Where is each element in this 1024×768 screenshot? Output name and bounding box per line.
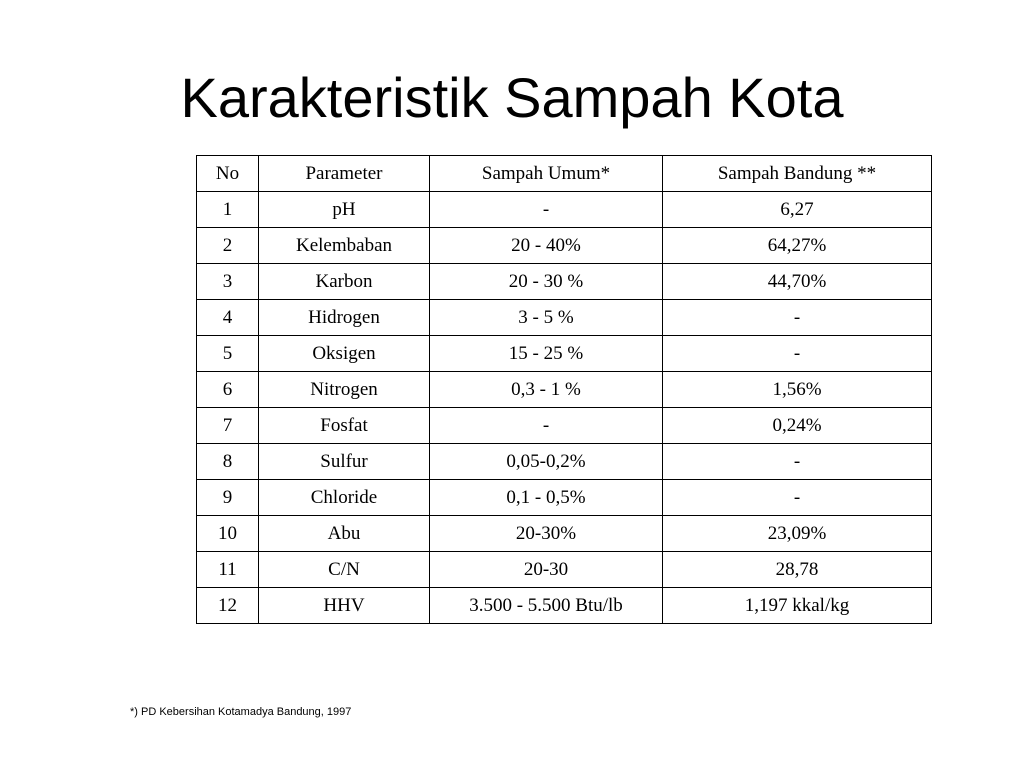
cell-sampah-bandung: 0,24% [663, 408, 932, 444]
cell-sampah-bandung: 6,27 [663, 192, 932, 228]
table-row [197, 516, 932, 552]
cell-parameter: Fosfat [259, 408, 430, 444]
table-row [197, 444, 932, 480]
cell-sampah-umum: 20-30 [430, 552, 663, 588]
cell-no: 11 [197, 552, 259, 588]
cell-no: 10 [197, 516, 259, 552]
cell-parameter: HHV [259, 588, 430, 624]
cell-parameter: Hidrogen [259, 300, 430, 336]
table-row [197, 300, 932, 336]
cell-sampah-bandung: - [663, 300, 932, 336]
cell-no: 4 [197, 300, 259, 336]
table-row [197, 408, 932, 444]
cell-sampah-bandung: 28,78 [663, 552, 932, 588]
cell-sampah-umum: 20-30% [430, 516, 663, 552]
characteristics-table [196, 155, 932, 624]
cell-sampah-bandung: - [663, 444, 932, 480]
cell-sampah-umum: 0,3 - 1 % [430, 372, 663, 408]
cell-parameter: Kelembaban [259, 228, 430, 264]
cell-parameter: Oksigen [259, 336, 430, 372]
cell-sampah-umum: 15 - 25 % [430, 336, 663, 372]
table-row [197, 588, 932, 624]
cell-parameter: Nitrogen [259, 372, 430, 408]
source-footnote: *) PD Kebersihan Kotamadya Bandung, 1997 [130, 706, 352, 718]
cell-sampah-umum: 20 - 30 % [430, 264, 663, 300]
slide-title: Karakteristik Sampah Kota [180, 66, 844, 129]
cell-sampah-bandung: - [663, 336, 932, 372]
header-parameter: Parameter [259, 156, 430, 192]
cell-sampah-bandung: 1,197 kkal/kg [663, 588, 932, 624]
table-row [197, 372, 932, 408]
cell-parameter: Chloride [259, 480, 430, 516]
table-row [197, 192, 932, 228]
table-row [197, 228, 932, 264]
cell-no: 2 [197, 228, 259, 264]
cell-sampah-bandung: - [663, 480, 932, 516]
header-sampah-bandung: Sampah Bandung ** [663, 156, 932, 192]
cell-sampah-umum: 0,1 - 0,5% [430, 480, 663, 516]
table-row [197, 336, 932, 372]
table-row [197, 552, 932, 588]
cell-sampah-bandung: 1,56% [663, 372, 932, 408]
cell-parameter: Karbon [259, 264, 430, 300]
cell-sampah-umum: - [430, 192, 663, 228]
cell-sampah-umum: 3 - 5 % [430, 300, 663, 336]
cell-parameter: Abu [259, 516, 430, 552]
table-header-row [197, 156, 932, 192]
cell-parameter: C/N [259, 552, 430, 588]
cell-parameter: pH [259, 192, 430, 228]
cell-no: 7 [197, 408, 259, 444]
table-row [197, 480, 932, 516]
cell-no: 9 [197, 480, 259, 516]
cell-no: 1 [197, 192, 259, 228]
cell-sampah-umum: 0,05-0,2% [430, 444, 663, 480]
header-sampah-umum: Sampah Umum* [430, 156, 663, 192]
cell-sampah-umum: 3.500 - 5.500 Btu/lb [430, 588, 663, 624]
cell-sampah-bandung: 23,09% [663, 516, 932, 552]
cell-sampah-bandung: 64,27% [663, 228, 932, 264]
cell-sampah-umum: - [430, 408, 663, 444]
table-row [197, 264, 932, 300]
cell-sampah-bandung: 44,70% [663, 264, 932, 300]
cell-no: 8 [197, 444, 259, 480]
cell-no: 3 [197, 264, 259, 300]
header-no: No [197, 156, 259, 192]
cell-no: 6 [197, 372, 259, 408]
cell-no: 12 [197, 588, 259, 624]
cell-sampah-umum: 20 - 40% [430, 228, 663, 264]
cell-parameter: Sulfur [259, 444, 430, 480]
cell-no: 5 [197, 336, 259, 372]
